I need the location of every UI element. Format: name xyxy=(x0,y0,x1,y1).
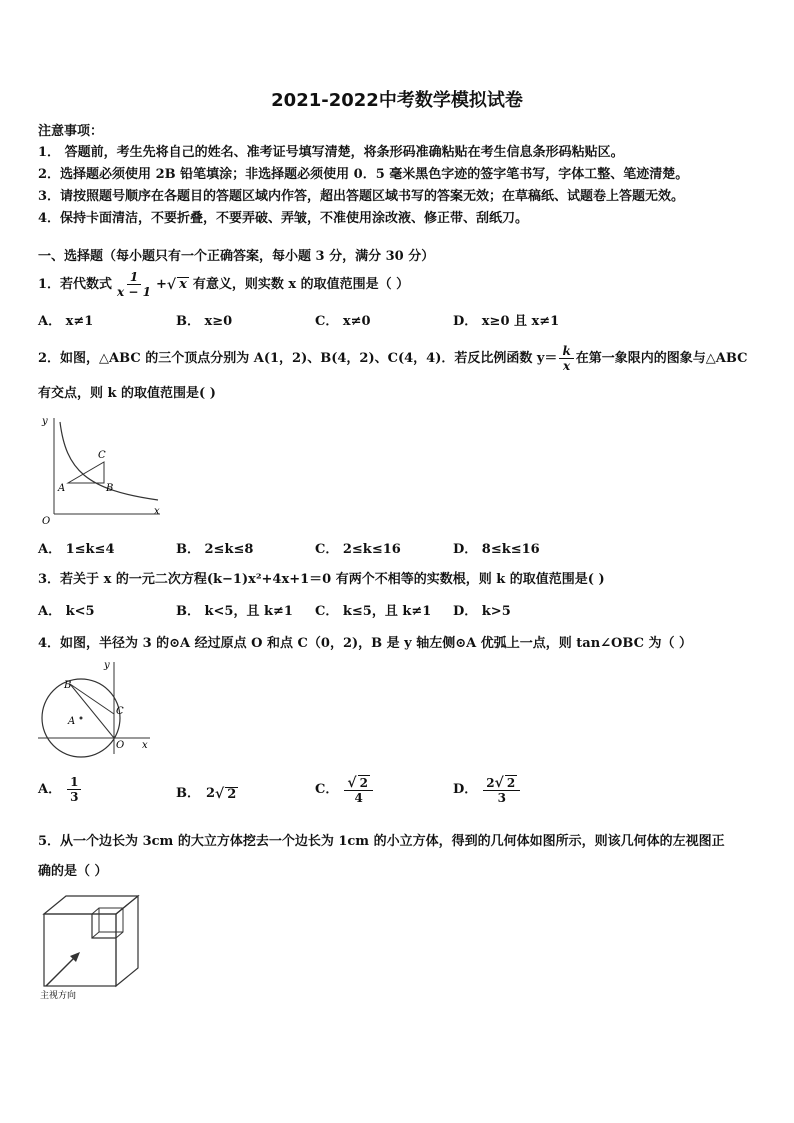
question-5-line1: 5．从一个边长为 3cm 的大立方体挖去一个边长为 1cm 的小立方体，得到的几何体如图所示，则该几何体的左视图正 xyxy=(38,834,725,849)
sqrt-sign: √ xyxy=(347,775,357,791)
cube-top-face xyxy=(44,896,138,914)
q2-option-b: B． 2≤k≤8 xyxy=(176,542,254,557)
q2-frac-den: x xyxy=(563,359,571,373)
q1-frac-den: x − 1 xyxy=(117,285,151,299)
y-label: y xyxy=(104,660,110,671)
q1-frac-num: 1 xyxy=(127,270,141,285)
q4-c-num xyxy=(344,775,373,791)
notice-item-3: 3．请按照题号顺序在各题目的答题区域内作答，超出答题区域书写的答案无效；在草稿纸、试题卷上答题无效。 xyxy=(38,189,685,204)
c-label: C xyxy=(116,706,124,717)
q4-option-b xyxy=(176,786,238,802)
sqrt-sign: √ xyxy=(494,775,504,791)
q1-suffix: 有意义，则实数 x 的取值范围是（ ） xyxy=(192,276,410,292)
figure-caption: 主视方向 xyxy=(40,991,77,1001)
q2-frac-num: k xyxy=(559,344,573,359)
q3-option-d: D． k>5 xyxy=(453,604,511,619)
sqrt-sign: √ xyxy=(166,276,177,293)
q2-suffix: 在第一象限内的图象与△ABC xyxy=(575,350,748,366)
q3-option-c: C． k≤5，且 k≠1 xyxy=(315,604,432,619)
q4-b-coef: 2 xyxy=(206,786,216,801)
q4-option-b-label: B． xyxy=(176,786,200,801)
question-1 xyxy=(38,270,409,299)
q4-b-radicand: 2 xyxy=(227,786,237,802)
q4-c-radicand: 2 xyxy=(359,776,368,790)
q1-fraction xyxy=(114,270,154,299)
question-4: 4．如图，半径为 3 的⊙A 经过原点 O 和点 C（0，2)，B 是 y 轴左侧⊙A 优弧上一点，则 tan∠OBC 为（ ） xyxy=(38,636,693,651)
sqrt-sign: √ xyxy=(215,786,225,802)
q4-option-c-fraction xyxy=(344,775,373,805)
segment-bo xyxy=(70,684,114,738)
a-label: A xyxy=(58,483,66,494)
q5-figure xyxy=(36,892,146,1002)
q4-d-num xyxy=(483,775,520,791)
q2-prefix: 2．如图，△ABC 的三个顶点分别为 A(1，2)、B(4，2)、C(4，4)．若反比例函数 y＝ xyxy=(38,350,558,366)
question-2 xyxy=(38,344,747,373)
q4-figure xyxy=(36,658,156,758)
q2-option-c: C． 2≤k≤16 xyxy=(315,542,401,557)
origin-label: O xyxy=(42,516,51,527)
q4-a-num: 1 xyxy=(67,775,81,790)
x-label: x xyxy=(154,506,160,517)
page-title: 2021-2022中考数学模拟试卷 xyxy=(271,90,523,111)
q1-option-c: C． x≠0 xyxy=(315,314,371,329)
q3-option-a: A． k<5 xyxy=(38,604,95,619)
question-3: 3．若关于 x 的一元二次方程(k−1)x²+4x+1＝0 有两个不相等的实数根，则 k 的取值范围是( ) xyxy=(38,572,605,587)
b-label: B xyxy=(106,483,114,494)
question-5-line2: 确的是（ ） xyxy=(38,864,108,879)
q1-option-d: D． x≥0 且 x≠1 xyxy=(453,314,560,329)
cube-right-face xyxy=(116,896,138,986)
triangle-abc xyxy=(68,462,104,483)
notice-heading: 注意事项： xyxy=(38,124,104,139)
q2-figure xyxy=(36,410,166,530)
q1-option-b: B． x≥0 xyxy=(176,314,233,329)
q4-option-a-label: A． xyxy=(38,781,62,797)
q4-option-c xyxy=(315,775,375,805)
q4-d-radicand: 2 xyxy=(506,776,516,790)
q1-radicand: x xyxy=(179,277,187,292)
a-label: A xyxy=(68,716,76,727)
b-label: B xyxy=(64,680,72,691)
q1-prefix: 1．若代数式 xyxy=(38,276,113,292)
q4-option-c-label: C． xyxy=(315,782,339,797)
q4-option-d xyxy=(453,775,522,805)
q4-a-den: 3 xyxy=(70,790,79,804)
q4-d-den: 3 xyxy=(497,791,506,805)
cube-front-face xyxy=(44,914,116,986)
q4-option-a-fraction xyxy=(67,775,81,804)
q4-c-den: 4 xyxy=(354,791,363,805)
q2-fraction xyxy=(559,344,573,373)
notice-item-4: 4．保持卡面清洁，不要折叠，不要弄破、弄皱，不准使用涂改液、修正带、刮纸刀。 xyxy=(38,211,529,226)
q4-option-d-fraction xyxy=(483,775,520,805)
q1-option-a: A． x≠1 xyxy=(38,314,94,329)
q2-line2: 有交点，则 k 的取值范围是( ) xyxy=(38,386,216,401)
x-label: x xyxy=(142,740,148,751)
notice-item-2: 2．选择题必须使用 2B 铅笔填涂；非选择题必须使用 0．5 毫米黑色字迹的签字笔书写，字体工整、笔迹清楚。 xyxy=(38,167,689,182)
q2-option-a: A． 1≤k≤4 xyxy=(38,542,115,557)
center-point xyxy=(80,717,83,720)
q4-d-coef: 2 xyxy=(486,776,495,790)
y-label: y xyxy=(42,416,48,427)
q1-plus: + xyxy=(155,276,167,292)
view-direction-arrow xyxy=(46,956,76,986)
q2-option-d: D． 8≤k≤16 xyxy=(453,542,540,557)
q4-option-a xyxy=(38,775,83,804)
section-heading: 一、选择题（每小题只有一个正确答案，每小题 3 分，满分 30 分） xyxy=(38,249,435,264)
notice-item-1: 1． 答题前，考生先将自己的姓名、准考证号填写清楚，将条形码准确粘贴在考生信息条形码粘贴区。 xyxy=(38,145,624,160)
q3-option-b: B． k<5，且 k≠1 xyxy=(176,604,293,619)
c-label: C xyxy=(98,450,106,461)
origin-label: O xyxy=(116,740,125,751)
notch-diag-edge xyxy=(92,932,99,938)
q4-option-d-label: D． xyxy=(453,782,478,797)
